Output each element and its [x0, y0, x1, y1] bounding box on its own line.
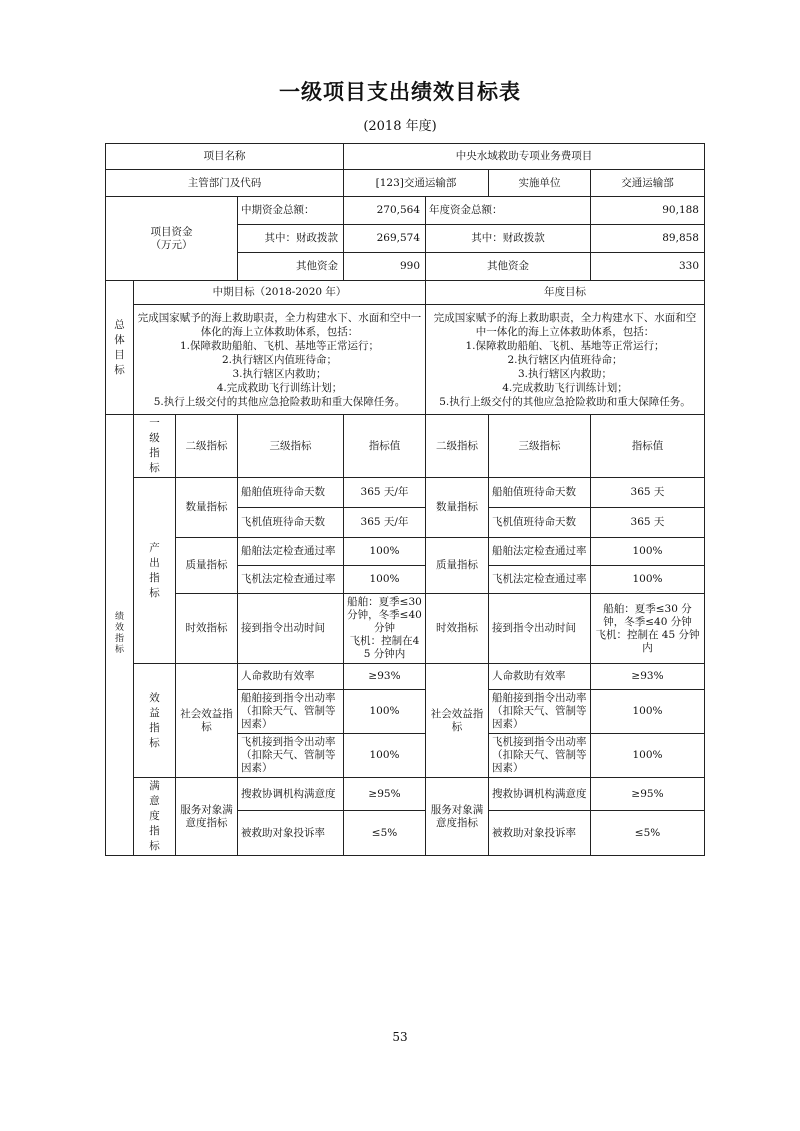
annual-indicator-value-header: 指标值 — [591, 415, 705, 478]
year-funds-total-label: 年度资金总额： — [426, 197, 591, 225]
indicator-mid-value: 365 天/年 — [344, 478, 426, 508]
department-row — [106, 170, 705, 197]
indicator-name: 船舶法定检查通过率 — [489, 538, 591, 566]
project-funds-label: 项目资金 （万元） — [106, 197, 238, 281]
indicator-name: 船舶值班待命天数 — [238, 478, 344, 508]
indicator-name: 船舶接到指令出动率（扣除天气、管制等因素） — [489, 690, 591, 734]
satisfaction-indicators-label: 满意度指标 — [134, 778, 176, 856]
indicator-name: 飞机接到指令出动率（扣除天气、管制等因素） — [489, 734, 591, 778]
indicator-year-value: 100% — [591, 734, 705, 778]
department-value: [123]交通运输部 — [344, 170, 489, 197]
indicator-name: 飞机值班待命天数 — [489, 508, 591, 538]
indicator-mid-value: ≥95% — [344, 778, 426, 811]
indicator-mid-value: 船舶：夏季≤30 分钟，冬季≤40 分钟 飞机：控制在45 分钟内 — [344, 594, 426, 664]
indicator-year-value: 船舶：夏季≤30 分钟，冬季≤40 分钟 飞机：控制在 45 分钟内 — [591, 594, 705, 664]
annual-timeliness-indicator-label: 时效指标 — [426, 594, 489, 664]
quality-indicator-label: 质量指标 — [176, 538, 238, 594]
indicator-mid-value: 100% — [344, 566, 426, 594]
indicator-name: 搜救协调机构满意度 — [238, 778, 344, 811]
indicator-header-row — [106, 415, 705, 478]
annual-service-satisfaction-indicator-label: 服务对象满意度指标 — [426, 778, 489, 856]
indicator-name: 搜救协调机构满意度 — [489, 778, 591, 811]
output-indicators-label: 产出指标 — [134, 478, 176, 664]
indicator-name: 飞机法定检查通过率 — [238, 566, 344, 594]
table-row — [106, 594, 705, 664]
annual-quantity-indicator-label: 数量指标 — [426, 478, 489, 538]
year-other-funds-label: 其他资金 — [426, 253, 591, 281]
table-row — [106, 778, 705, 811]
indicator-name: 船舶值班待命天数 — [489, 478, 591, 508]
annual-social-benefit-indicator-label: 社会效益指标 — [426, 664, 489, 778]
indicator-value-header: 指标值 — [344, 415, 426, 478]
goals-header-row — [106, 281, 705, 305]
mid-term-goal-header: 中期目标（2018-2020 年） — [134, 281, 426, 305]
funds-row — [106, 197, 705, 225]
indicator-name: 人命救助有效率 — [489, 664, 591, 690]
indicator-mid-value: 100% — [344, 734, 426, 778]
project-name-value: 中央水域救助专项业务费项目 — [344, 144, 705, 170]
year-fiscal-funds-value: 89,858 — [591, 225, 705, 253]
timeliness-indicator-label: 时效指标 — [176, 594, 238, 664]
performance-target-table — [105, 143, 705, 856]
page-number: 53 — [392, 1030, 408, 1044]
social-benefit-indicator-label: 社会效益指标 — [176, 664, 238, 778]
indicator-year-value: ≥93% — [591, 664, 705, 690]
year-funds-total-value: 90,188 — [591, 197, 705, 225]
department-label: 主管部门及代码 — [106, 170, 344, 197]
mid-funds-total-value: 270,564 — [344, 197, 426, 225]
indicator-mid-value: ≥93% — [344, 664, 426, 690]
annual-level3-indicator-header: 三级指标 — [489, 415, 591, 478]
implementing-unit-value: 交通运输部 — [591, 170, 705, 197]
annual-quality-indicator-label: 质量指标 — [426, 538, 489, 594]
annual-goal-header: 年度目标 — [426, 281, 705, 305]
implementing-unit-label: 实施单位 — [489, 170, 591, 197]
mid-fiscal-funds-label: 其中：财政拨款 — [238, 225, 344, 253]
annual-goal-text: 完成国家赋予的海上救助职责，全力构建水下、水面和空中一体化的海上立体救助体系，包括： 1.保障救助船舶、飞机、基地等正常运行； 2.执行辖区内值班待命； 3.执行辖区内救助； 4.完成救助飞行训练计划； 5.执行上级交付的其他应急抢险救助和重大保障任务。 — [426, 305, 705, 415]
table-row — [106, 664, 705, 690]
indicator-year-value: 100% — [591, 566, 705, 594]
indicator-year-value: 365 天 — [591, 478, 705, 508]
indicator-name: 接到指令出动时间 — [489, 594, 591, 664]
overall-goals-label: 总体目标 — [106, 281, 134, 415]
indicator-name: 接到指令出动时间 — [238, 594, 344, 664]
indicator-year-value: 100% — [591, 538, 705, 566]
mid-other-funds-value: 990 — [344, 253, 426, 281]
indicator-year-value: ≥95% — [591, 778, 705, 811]
mid-term-goal-text: 完成国家赋予的海上救助职责，全力构建水下、水面和空中一体化的海上立体救助体系，包括： 1.保障救助船舶、飞机、基地等正常运行； 2.执行辖区内值班待命； 3.执行辖区内救助； 4.完成救助飞行训练计划； 5.执行上级交付的其他应急抢险救助和重大保障任务。 — [134, 305, 426, 415]
mid-fiscal-funds-value: 269,574 — [344, 225, 426, 253]
indicator-name: 飞机值班待命天数 — [238, 508, 344, 538]
indicator-mid-value: ≤5% — [344, 811, 426, 856]
indicator-year-value: 365 天 — [591, 508, 705, 538]
table-row — [106, 538, 705, 566]
mid-other-funds-label: 其他资金 — [238, 253, 344, 281]
performance-indicators-label: 绩效指标 — [106, 415, 134, 856]
project-name-row — [106, 144, 705, 170]
year-fiscal-funds-label: 其中：财政拨款 — [426, 225, 591, 253]
benefit-indicators-label: 效益指标 — [134, 664, 176, 778]
year-other-funds-value: 330 — [591, 253, 705, 281]
indicator-year-value: ≤5% — [591, 811, 705, 856]
document-title: 一级项目支出绩效目标表 — [279, 80, 521, 104]
indicator-name: 飞机接到指令出动率（扣除天气、管制等因素） — [238, 734, 344, 778]
indicator-name: 被救助对象投诉率 — [238, 811, 344, 856]
indicator-mid-value: 100% — [344, 690, 426, 734]
level1-indicator-header: 一级指标 — [134, 415, 176, 478]
level3-indicator-header: 三级指标 — [238, 415, 344, 478]
indicator-mid-value: 365 天/年 — [344, 508, 426, 538]
table-row — [106, 478, 705, 508]
project-name-label: 项目名称 — [106, 144, 344, 170]
indicator-name: 被救助对象投诉率 — [489, 811, 591, 856]
indicator-name: 船舶法定检查通过率 — [238, 538, 344, 566]
goals-text-row — [106, 305, 705, 415]
level2-indicator-header: 二级指标 — [176, 415, 238, 478]
indicator-mid-value: 100% — [344, 538, 426, 566]
indicator-year-value: 100% — [591, 690, 705, 734]
indicator-name: 船舶接到指令出动率（扣除天气、管制等因素） — [238, 690, 344, 734]
mid-funds-total-label: 中期资金总额： — [238, 197, 344, 225]
indicator-name: 飞机法定检查通过率 — [489, 566, 591, 594]
document-subtitle: (2018 年度) — [363, 119, 437, 134]
service-satisfaction-indicator-label: 服务对象满意度指标 — [176, 778, 238, 856]
annual-level2-indicator-header: 二级指标 — [426, 415, 489, 478]
indicator-name: 人命救助有效率 — [238, 664, 344, 690]
quantity-indicator-label: 数量指标 — [176, 478, 238, 538]
